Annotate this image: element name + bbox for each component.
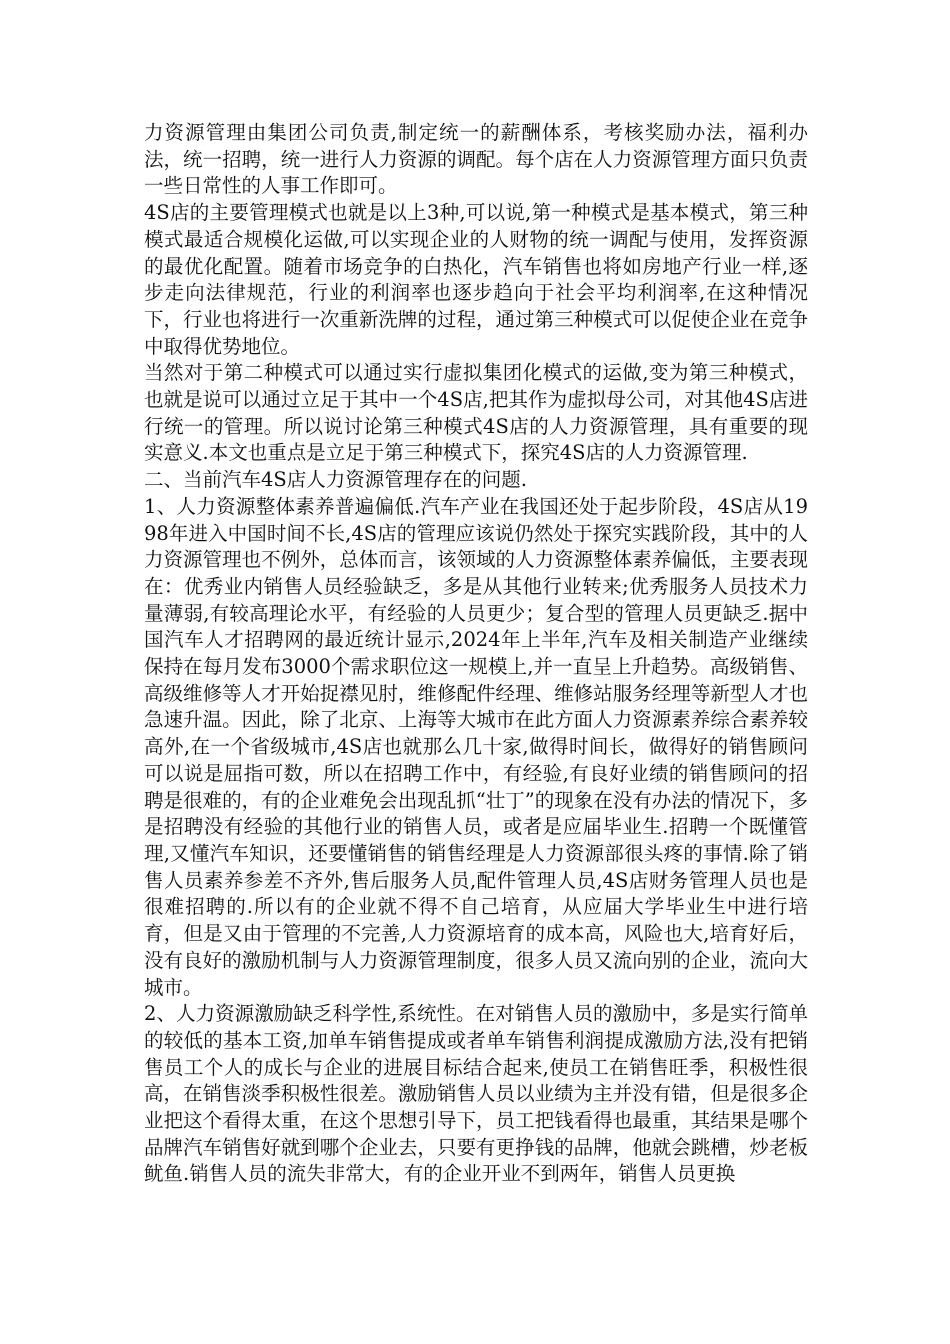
paragraph-problem-2: 2、人力资源激励缺乏科学性,系统性。在对销售人员的激励中，多是实行简单的较低的基本工资,加单车销售提成或者单车销售利润提成激励方法,没有把销售员工个人的成长与企业的进展目标结合起来,使员工在销售旺季，积极性很高，在销售淡季积极性很差。激励销售人员以业绩为主并没有错，但是很多企业把这个看得太重，在这个思想引导下，员工把钱看得也最重，其结果是哪个品牌汽车销售好就到哪个企业去，只要有更挣钱的品牌，他就会跳槽，炒老板鱿鱼.销售人员的流失非常大，有的企业开业不到两年，销售人员更换 — [144, 1002, 808, 1186]
paragraph-second-mode: 当然对于第二种模式可以通过实行虚拟集团化模式的运做,变为第三种模式，也就是说可以通过立足于其中一个4S店,把其作为虚拟母公司，对其他4S店进行统一的管理。所以说讨论第三种模式4S店的人力资源管理，具有重要的现实意义.本文也重点是立足于第三种模式下，探究4S店的人力资源管理. — [144, 361, 808, 465]
paragraph-problem-1: 1、人力资源整体素养普遍偏低.汽车产业在我国还处于起步阶段，4S店从1998年进入中国时间不长,4S店的管理应该说仍然处于探究实践阶段，其中的人力资源管理也不例外，总体而言，该领域的人力资源整体素养偏低，主要表现在：优秀业内销售人员经验缺乏，多是从其他行业转来;优秀服务人员技术力量薄弱,有较高理论水平，有经验的人员更少；复合型的管理人员更缺乏.据中国汽车人才招聘网的最近统计显示,2024年上半年,汽车及相关制造产业继续保持在每月发布3000个需求职位这一规模上,并一直呈上升趋势。高级销售、高级维修等人才开始捉襟见肘，维修配件经理、维修站服务经理等新型人才也急速升温。因此，除了北京、上海等大城市在此方面人力资源素养综合素养较高外,在一个省级城市,4S店也就那么几十家,做得时间长，做得好的销售顾问可以说是屈指可数，所以在招聘工作中，有经验,有良好业绩的销售顾问的招聘是很难的，有的企业难免会出现乱抓“壮丁”的现象在没有办法的情况下，多是招聘没有经验的其他行业的销售人员，或者是应届毕业生.招聘一个既懂管理,又懂汽车知识，还要懂销售的销售经理是人力资源部很头疼的事情.除了销售人员素养参差不齐外,售后服务人员,配件管理人员,4S店财务管理人员也是很难招聘的.所以有的企业就不得不自己培育，从应届大学毕业生中进行培育，但是又由于管理的不完善,人力资源培育的成本高，风险也大,培育好后，没有良好的激励机制与人力资源管理制度，很多人员又流向别的企业，流向大城市。 — [144, 494, 808, 999]
paragraph-management-modes: 4S店的主要管理模式也就是以上3种,可以说,第一种模式是基本模式，第三种模式最适合规模化运做,可以实现企业的人财物的统一调配与使用，发挥资源的最优化配置。随着市场竞争的白热化，汽车销售也将如房地产行业一样,逐步走向法律规范，行业的利润率也逐步趋向于社会平均利润率,在这种情况下，行业也将进行一次重新洗牌的过程，通过第三种模式可以促使企业在竞争中取得优势地位。 — [144, 201, 808, 358]
paragraph-hr-centralized: 力资源管理由集团公司负责,制定统一的薪酬体系，考核奖励办法，福利办法，统一招聘，统一进行人力资源的调配。每个店在人力资源管理方面只负责一些日常性的人事工作即可。 — [144, 121, 808, 198]
document-body — [144, 120, 808, 1188]
section-heading-problems: 二、当前汽车4S店人力资源管理存在的问题. — [144, 468, 527, 492]
